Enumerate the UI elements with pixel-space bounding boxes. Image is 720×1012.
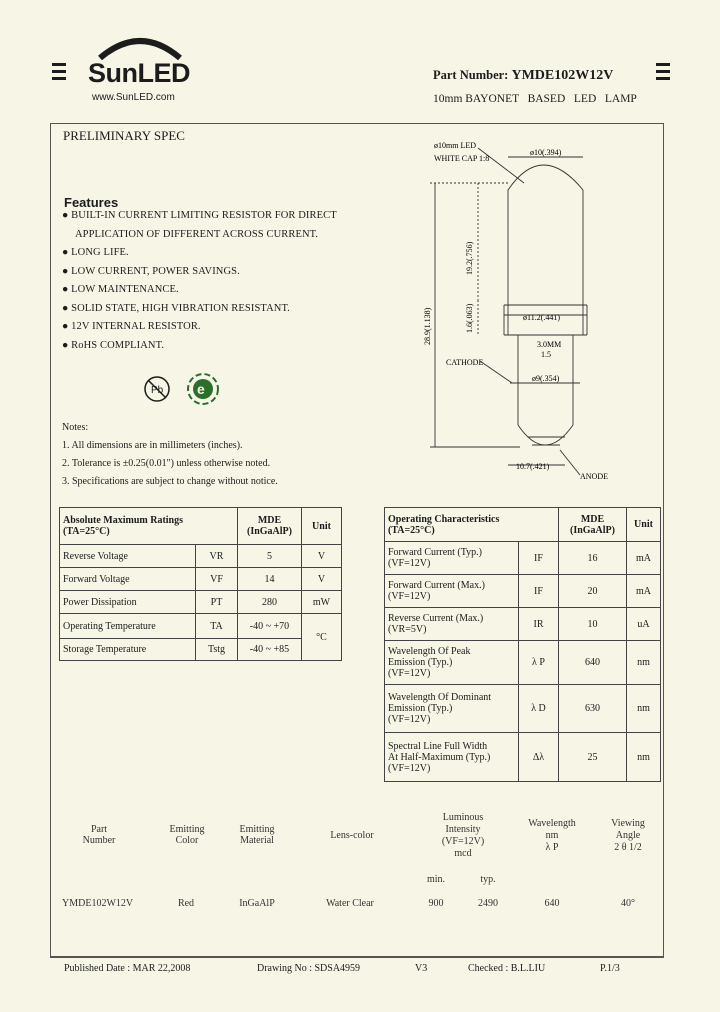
- op-row-unit: mA: [627, 575, 661, 608]
- abs-row-name: Operating Temperature: [60, 614, 196, 639]
- table-header-row: [60, 508, 342, 545]
- dim-d11: ø11.2(.441): [523, 313, 561, 322]
- op-row-sym: IR: [519, 608, 559, 641]
- op-row-name: Wavelength Of Dominant Emission (Typ.) (VF=12V): [385, 685, 519, 733]
- row-min: 900: [428, 898, 444, 909]
- col-emitting-material: Emitting Material: [239, 824, 275, 846]
- abs-row-unit: V: [302, 545, 342, 568]
- footer-version: V3: [415, 963, 428, 974]
- sub-typ: typ.: [480, 874, 496, 885]
- features-list: [62, 207, 362, 355]
- abs-row-sym: TA: [196, 614, 238, 639]
- abs-row-sym: VF: [196, 568, 238, 591]
- abs-header: Absolute Maximum Ratings (TA=25°C): [60, 508, 238, 545]
- feature-item: ● LOW CURRENT, POWER SAVINGS.: [62, 265, 240, 277]
- brand-url[interactable]: www.SunLED.com: [92, 92, 175, 103]
- abs-row-unit: °C: [302, 614, 342, 661]
- dim-total: 28.9(1.138): [423, 307, 432, 345]
- col-emitting-color: Emitting Color: [169, 824, 205, 846]
- abs-max-table: [59, 507, 342, 661]
- table-row: [60, 568, 342, 591]
- abs-row-val: 280: [238, 591, 302, 614]
- notes-title: Notes:: [62, 422, 89, 433]
- op-row-val: 630: [559, 685, 627, 733]
- svg-text:Pb: Pb: [151, 385, 164, 396]
- note-item: 2. Tolerance is ±0.25(0.01") unless otherwise noted.: [62, 458, 271, 469]
- part-number: YMDE102W12V: [511, 68, 614, 83]
- led-dimension-drawing: [420, 135, 660, 495]
- col-viewing-angle: Viewing Angle 2 θ 1/2: [611, 818, 645, 853]
- op-row-unit: uA: [627, 608, 661, 641]
- col-lens-color: Lens-color: [330, 830, 374, 841]
- feature-item: ● LONG LIFE.: [62, 247, 129, 258]
- dim-d10-7: 10.7(.421): [516, 462, 550, 471]
- abs-row-name: Reverse Voltage: [60, 545, 196, 568]
- led-dome: [508, 165, 583, 220]
- abs-row-val: 14: [238, 568, 302, 591]
- abs-row-unit: mW: [302, 591, 342, 614]
- abs-col-mde: MDE (InGaAlP): [238, 508, 302, 545]
- table-row: [385, 641, 661, 685]
- row-color: Red: [177, 898, 195, 909]
- notes-block: [62, 419, 362, 491]
- op-char-table: [384, 507, 661, 782]
- menu-icon-left[interactable]: [52, 63, 66, 84]
- menu-icon-right[interactable]: [656, 63, 670, 84]
- feature-item: ● LOW MAINTENANCE.: [62, 284, 179, 295]
- op-row-name: Wavelength Of Peak Emission (Typ.) (VF=12V): [385, 641, 519, 685]
- no-lead-icon: [142, 374, 172, 404]
- abs-row-val: -40 ~ +85: [238, 639, 302, 661]
- op-col-mde: MDE (InGaAlP): [559, 508, 627, 542]
- op-header: Operating Characteristics (TA=25°C): [385, 508, 559, 542]
- dim-h19: 19.2(.756): [465, 241, 474, 275]
- op-row-unit: nm: [627, 733, 661, 782]
- footer-page: P.1/3: [600, 963, 620, 974]
- op-row-val: 10: [559, 608, 627, 641]
- dim-d10-top: ø10mm LED: [434, 141, 476, 150]
- table-header-row: [385, 508, 661, 542]
- dim-d10-top2: WHITE CAP 1:8: [434, 154, 490, 163]
- note-item: 1. All dimensions are in millimeters (inches).: [62, 440, 243, 451]
- abs-row-name: Storage Temperature: [60, 639, 196, 661]
- row-lens: Water Clear: [326, 898, 374, 909]
- row-material: InGaAlP: [239, 898, 275, 909]
- features-title: Features: [64, 195, 119, 210]
- dim-mark: 3.0MM: [537, 340, 562, 349]
- table-row: [60, 639, 342, 661]
- col-luminous-intensity: Luminous Intensity (VF=12V) mcd: [441, 812, 485, 859]
- abs-row-sym: PT: [196, 591, 238, 614]
- footer-checked: Checked : B.L.LIU: [468, 963, 546, 974]
- row-va: 40°: [621, 898, 635, 909]
- op-row-sym: IF: [519, 575, 559, 608]
- row-wl: 640: [544, 898, 560, 909]
- op-row-name: Forward Current (Typ.) (VF=12V): [385, 542, 519, 575]
- op-row-val: 640: [559, 641, 627, 685]
- op-row-name: Spectral Line Full Width At Half-Maximum (Typ.) (VF=12V): [385, 733, 519, 782]
- brand-logo: [88, 32, 192, 102]
- op-row-sym: λ D: [519, 685, 559, 733]
- product-subtitle: 10mm BAYONET BASED LED LAMP: [433, 93, 637, 105]
- product-table: [60, 812, 660, 932]
- col-wavelength: Wavelength nm λ P: [528, 818, 576, 853]
- dim-cathode: CATHODE: [446, 358, 484, 367]
- table-row: [385, 575, 661, 608]
- part-number-label: Part Number:: [433, 68, 509, 82]
- abs-row-unit: V: [302, 568, 342, 591]
- table-row: [385, 542, 661, 575]
- table-row: [385, 733, 661, 782]
- op-row-unit: nm: [627, 685, 661, 733]
- spec-title: PRELIMINARY SPEC: [63, 128, 185, 143]
- abs-row-val: 5: [238, 545, 302, 568]
- svg-text:e: e: [197, 381, 205, 397]
- sub-min: min.: [426, 874, 446, 885]
- dim-d10: ø10(.394): [530, 148, 562, 157]
- op-row-val: 16: [559, 542, 627, 575]
- feature-item: ● RoHS COMPLIANT.: [62, 339, 165, 351]
- abs-row-sym: Tstg: [196, 639, 238, 661]
- op-row-unit: mA: [627, 542, 661, 575]
- op-row-name: Forward Current (Max.) (VF=12V): [385, 575, 519, 608]
- op-row-sym: IF: [519, 542, 559, 575]
- feature-item: ● SOLID STATE, HIGH VIBRATION RESISTANT.: [62, 302, 290, 314]
- dim-mark2: 1.5: [541, 350, 551, 359]
- op-col-unit: Unit: [627, 508, 661, 542]
- rohs-e-icon: [186, 372, 220, 406]
- row-typ: 2490: [478, 898, 498, 909]
- feature-item: ● BUILT-IN CURRENT LIMITING RESISTOR FOR DIRECT: [62, 210, 337, 221]
- op-row-sym: Δλ: [519, 733, 559, 782]
- table-row: [385, 685, 661, 733]
- row-part: YMDE102W12V: [62, 898, 134, 909]
- table-row: [60, 591, 342, 614]
- op-row-unit: nm: [627, 641, 661, 685]
- table-row: [385, 608, 661, 641]
- note-item: 3. Specifications are subject to change without notice.: [62, 476, 278, 487]
- table-row: [60, 614, 342, 639]
- brand-name: SunLED: [88, 58, 190, 88]
- op-row-val: 20: [559, 575, 627, 608]
- col-part-number: Part Number: [82, 824, 116, 846]
- feature-item: ● 12V INTERNAL RESISTOR.: [62, 321, 201, 332]
- dim-h1-6: 1.6(.063): [465, 303, 474, 333]
- op-row-sym: λ P: [519, 641, 559, 685]
- abs-row-name: Forward Voltage: [60, 568, 196, 591]
- op-row-val: 25: [559, 733, 627, 782]
- footer-published: Published Date : MAR 22,2008: [64, 963, 191, 974]
- abs-row-val: -40 ~ +70: [238, 614, 302, 639]
- part-number-line: [433, 68, 613, 84]
- abs-row-name: Power Dissipation: [60, 591, 196, 614]
- dim-anode: ANODE: [580, 472, 608, 481]
- op-row-name: Reverse Current (Max.) (VR=5V): [385, 608, 519, 641]
- footer-divider: [50, 957, 664, 958]
- feature-item-continuation: APPLICATION OF DIFFERENT ACROSS CURRENT.: [75, 228, 319, 240]
- abs-col-unit: Unit: [302, 508, 342, 545]
- abs-row-sym: VR: [196, 545, 238, 568]
- dim-d9: ø9(.354): [532, 374, 560, 383]
- footer-drawing: Drawing No : SDSA4959: [257, 963, 361, 974]
- table-row: [60, 545, 342, 568]
